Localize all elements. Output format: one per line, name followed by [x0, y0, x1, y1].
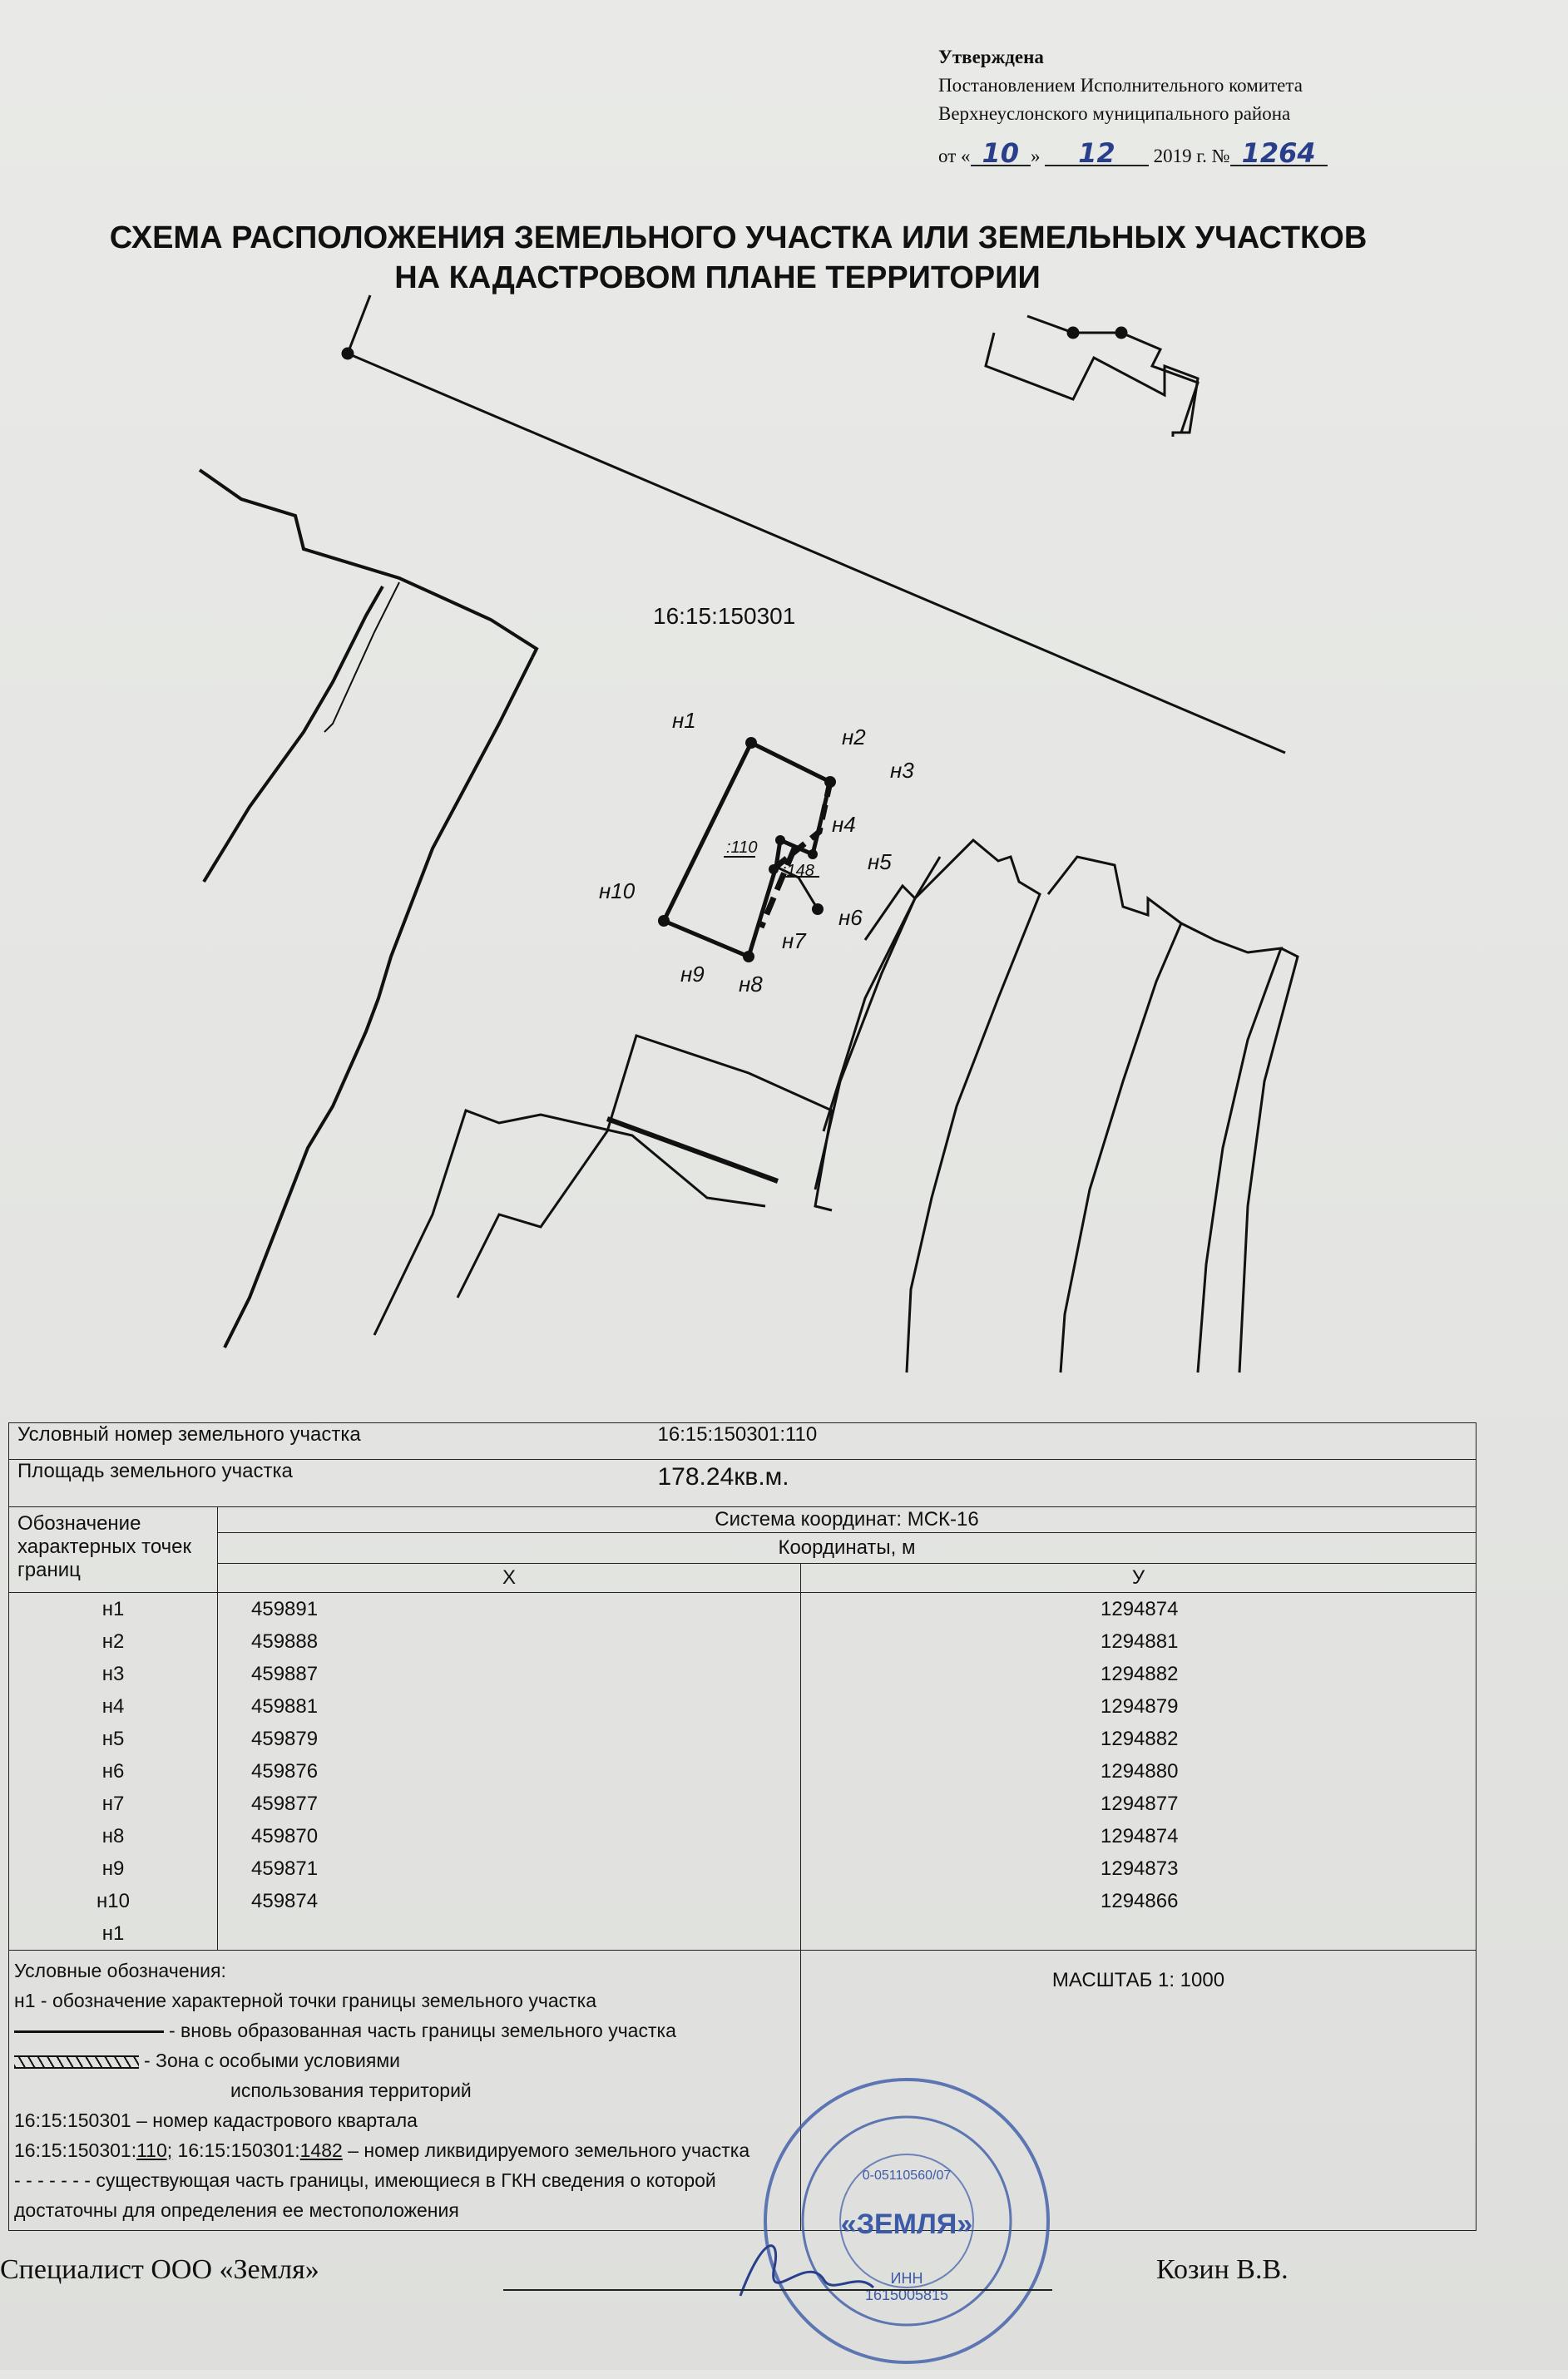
legend-liquidated [14, 2135, 795, 2165]
legend-point-desc: - обозначение характерной точки границы земельного участка [35, 1990, 597, 2011]
point-label-n5: н5 [868, 849, 892, 874]
area-cell [9, 1460, 1476, 1507]
right-long-parcels [815, 840, 1298, 1372]
row-y: 1294880 [1101, 1760, 1179, 1783]
coords-header: Координаты, м [218, 1533, 1476, 1564]
approval-line-2: Верхнеуслонского муниципального района [938, 103, 1291, 124]
point-label-n1: н1 [672, 708, 696, 733]
row-x: 459870 [251, 1825, 319, 1847]
specialist-name: Козин В.В. [1156, 2254, 1289, 2285]
title-line-1: СХЕМА РАСПОЛОЖЕНИЯ ЗЕМЕЛЬНОГО УЧАСТКА ИЛИ ЗЕМЕЛЬНЫХ УЧАСТКОВ [109, 220, 1368, 255]
conditional-number-cell [9, 1423, 1476, 1460]
row-x [251, 1917, 792, 1950]
row-x: 459879 [251, 1728, 319, 1750]
row-y: 1294874 [1101, 1825, 1179, 1847]
zone-sample [14, 2055, 139, 2069]
row-y: 1294873 [1101, 1857, 1179, 1880]
row-name: н6 [101, 1760, 125, 1783]
legend-zone-desc: - Зона с особыми условиями [144, 2050, 400, 2071]
row-y: 1294879 [1101, 1695, 1179, 1718]
signature-line [503, 2289, 1052, 2291]
y-values-column [801, 1593, 1476, 1951]
point-label-n6: н6 [838, 905, 863, 930]
conditional-number-value: 16:15:150301:110 [657, 1423, 818, 1446]
legend-existing-2: достаточны для определения ее местоположения [14, 2199, 459, 2221]
row-y: 1294882 [1101, 1728, 1179, 1750]
stamp-reg: 0-05110560/07 [862, 2169, 952, 2183]
legend-zone [14, 2045, 795, 2075]
liquidated-110: 110; [136, 2139, 173, 2161]
coords-system: Система координат: МСК-16 [715, 1508, 979, 1531]
row-y: 1294874 [1101, 1598, 1179, 1620]
point-label-n3: н3 [890, 758, 914, 783]
legend-new-boundary [14, 2015, 795, 2045]
point-label-n9: н9 [680, 962, 705, 987]
legend-zone-desc-2: использования территорий [230, 2080, 472, 2101]
points-header: Обозначение характерных точек границ [9, 1507, 218, 1593]
legend-existing: - - - - - - - существующая часть границы, имеющиеся в ГКН сведения о которой [14, 2169, 716, 2191]
row-x: 459871 [251, 1857, 319, 1880]
stamp-center: «ЗЕМЛЯ» [840, 2208, 973, 2240]
row-name: н5 [101, 1728, 125, 1750]
point-names-column [9, 1593, 218, 1951]
row-name: н1 [101, 1922, 125, 1945]
liquidated-mid: 16:15:150301: [172, 2139, 300, 2161]
conditional-number-row [9, 1423, 1476, 1460]
company-stamp [732, 2063, 1081, 2379]
system-cell [218, 1507, 1476, 1533]
point-label-n7: н7 [782, 928, 806, 953]
footer [0, 2254, 1568, 2304]
row-name: н1 [101, 1598, 125, 1620]
decree-number: 1264 [1230, 141, 1328, 166]
street-boundary [343, 295, 1285, 753]
row-name: н10 [96, 1890, 130, 1912]
point-label-n10: н10 [599, 878, 636, 903]
row-y: 1294881 [1101, 1630, 1179, 1653]
legend-title: Условные обозначения: [14, 1960, 226, 1981]
row-name: н9 [101, 1857, 125, 1880]
area-value: 178.24кв.м. [657, 1463, 789, 1491]
x-header: X [218, 1564, 801, 1593]
liquidated-desc: – номер ликвидируемого земельного участка [342, 2139, 750, 2161]
row-x: 459887 [251, 1663, 319, 1685]
bottom-left-buildings [374, 1036, 832, 1335]
approval-heading: Утверждена [938, 47, 1044, 67]
legend-point-symbol: н1 [14, 1990, 36, 2011]
row-x: 459888 [251, 1630, 319, 1653]
point-label-n8: н8 [739, 972, 763, 997]
row-x: 459881 [251, 1695, 319, 1718]
row-x: 459877 [251, 1793, 319, 1815]
legend-quarter: 16:15:150301 – номер кадастрового квартала [14, 2109, 418, 2131]
date-day: 10 [971, 141, 1031, 166]
area-row [9, 1460, 1476, 1507]
title-line-2: НА КАДАСТРОВОМ ПЛАНЕ ТЕРРИТОРИИ [394, 260, 1041, 295]
date-prefix: от « [938, 146, 971, 166]
stamp-inn-label: ИНН [890, 2270, 923, 2287]
liquidated-1482: 1482 [299, 2139, 343, 2161]
row-name: н7 [101, 1793, 125, 1815]
row-x: 459891 [251, 1598, 319, 1620]
row-y: 1294882 [1101, 1663, 1179, 1685]
building-top-right [986, 316, 1198, 437]
left-long-parcel [200, 470, 537, 1348]
row-x: 459876 [251, 1760, 319, 1783]
legend [9, 1951, 801, 2231]
x-values-column [218, 1593, 801, 1951]
point-label-n2: н2 [842, 725, 866, 749]
coords-header-row-2 [9, 1533, 1476, 1564]
specialist-label: Специалист ООО «Земля» [0, 2254, 319, 2285]
area-label: Площадь земельного участка [17, 1460, 293, 1482]
row-y [1101, 1917, 1467, 1950]
row-y: 1294877 [1101, 1793, 1179, 1815]
row-name: н3 [101, 1663, 125, 1685]
row-x: 459874 [251, 1890, 319, 1912]
quarter-label: 16:15:150301 [653, 603, 796, 629]
y-header: У [801, 1564, 1476, 1593]
liquidated-prefix: 16:15:150301: [14, 2139, 137, 2161]
approval-line-1: Постановлением Исполнительного комитета [938, 75, 1303, 96]
date-sep: » [1031, 146, 1041, 166]
coords-rows [9, 1593, 1476, 1951]
coords-header-row-3 [9, 1564, 1476, 1593]
parcel-148-label: :148 [782, 862, 814, 880]
parcel-110-label: :110 [726, 838, 758, 857]
point-label-n4: н4 [832, 812, 856, 837]
row-name: н8 [101, 1825, 125, 1847]
new-boundary-sample [14, 2030, 164, 2033]
date-year: 2019 г. № [1153, 146, 1230, 166]
row-name: н2 [101, 1630, 125, 1653]
row-y: 1294866 [1101, 1890, 1179, 1912]
legend-new-boundary-desc: - вновь образованная часть границы земельного участка [169, 2020, 676, 2041]
date-month: 12 [1045, 141, 1149, 166]
legend-point [14, 1986, 795, 2015]
row-name: н4 [101, 1695, 125, 1718]
conditional-number-label: Условный номер земельного участка [17, 1423, 361, 1446]
coords-header-row-1 [9, 1507, 1476, 1533]
scale-label: МАСШТАБ 1: 1000 [801, 1951, 1476, 2231]
stamp-inn: 1615005815 [864, 2287, 949, 2303]
